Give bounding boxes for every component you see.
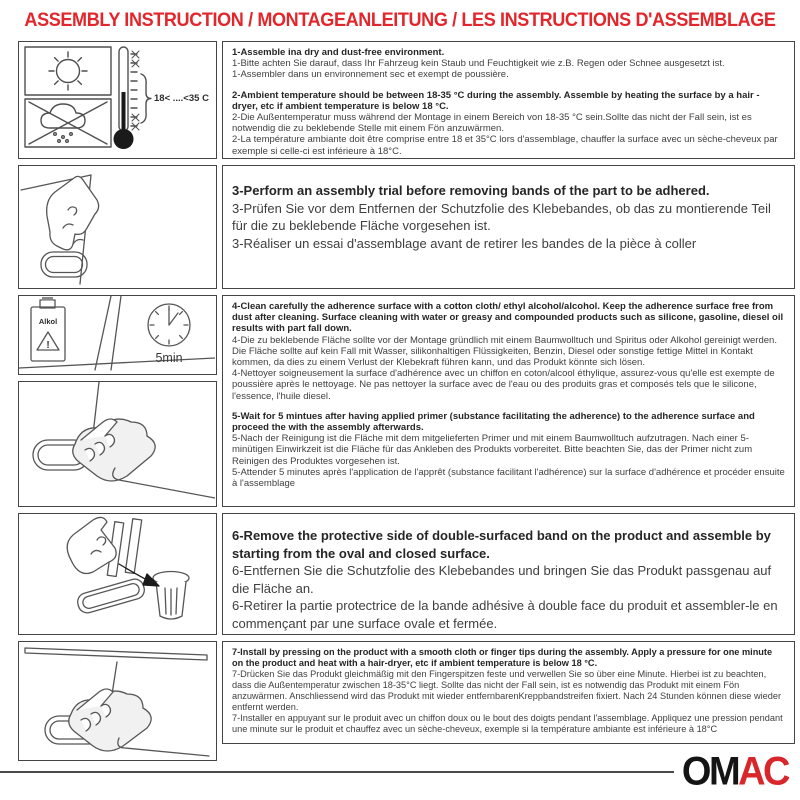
omac-logo-red: AC	[738, 749, 788, 795]
arrow-to-bin	[119, 564, 159, 586]
step-2-de: 2-Die Außentemperatur muss während der Montage in einem Bereich von 18-35 °C sein.Sollte das nicht der Fall sein, ist es notwendig die zu beklebende Stelle mit einem Fön anzuwärmen.	[232, 112, 752, 135]
instruction-table	[18, 41, 795, 761]
bottle-label: Alkol	[38, 317, 58, 326]
step-4-en: 4-Clean carefully the adherence surface with a cotton cloth/ ethyl alcohol/alcohol. Keep the adherence surface free from dust after cleaning. Surface cleaning with water or greasy and compounded products such as silicone, gasoline, diesel oil results with part fall down.	[232, 301, 784, 335]
text-press-install	[222, 641, 795, 744]
illustration-environment	[18, 41, 217, 159]
illustration-remove-band	[18, 513, 217, 635]
step-3-en: 3-Perform an assembly trial before removing bands of the part to be adhered.	[232, 183, 710, 198]
no-rain-icon	[25, 99, 111, 147]
warning-exclamation: !	[46, 340, 50, 351]
step-3	[232, 182, 785, 252]
hand-pressing-cloth-icon	[69, 689, 209, 756]
step-7-fr: 7-Installer en appuyant sur le produit avec un chiffon doux ou le bout des doigts pendant l'assemblage. Appliquez une pression pendant une minute sur le produit et chauffez avec un sèche-cheveux, exemple si la température ambiante est inférieure à 18°C	[232, 713, 783, 735]
step-6-fr: 6-Retirer la partie protectrice de la bande adhésive à double face du produit et assembler-le en commençant par une surface ovale et fermée.	[232, 598, 778, 631]
step-6-de: 6-Entfernen Sie die Schutzfolie des Klebebandes und bringen Sie das Produkt passgenau auf die Fläche an.	[232, 563, 772, 596]
row-environment	[18, 41, 795, 159]
step-6-en: 6-Remove the protective side of double-surfaced band on the product and assemble by starting from the oval and closed surface.	[232, 528, 771, 561]
illustration-assembly-trial	[18, 165, 217, 289]
illustration-clean-primer	[18, 295, 217, 507]
illustration-press-install	[18, 641, 217, 761]
step-2-fr: 2-La température ambiante doit être comprise entre 18 et 35°C lors d'assemblage, chauffer la surface avec un sèche-cheveux par exemple si celle-ci est inférieure à 18°C.	[232, 134, 778, 157]
text-assembly-trial	[222, 165, 795, 289]
step-5-fr: 5-Attender 5 minutes après l'application de l'apprêt (substance facilitant l'adhérence) sur la surface d'adhérence et procéder ensuite à l'assemblage	[232, 466, 785, 490]
trim-part-oval	[41, 252, 87, 277]
alcohol-clock-illustration-box	[18, 295, 217, 375]
step-6	[232, 527, 785, 632]
row-clean-primer	[18, 295, 795, 507]
step-3-fr: 3-Réaliser un essai d'assemblage avant de retirer les bandes de la pièce à coller	[232, 235, 697, 251]
step-7-de: 7-Drücken Sie das Produkt gleichmäßig mit den Fingerspitzen feste und verwellen Sie so über eine Minute. Hierbei ist zu beachten, dass die Außentemperatur zwischen 18-35°C liegt. Sollte das nicht der Fall sein, ist es notwendig das Produkt mit einem Fön anzuwärmen. Anschliessend wird das Produkt mit wieder entfernbarenKreppbandstreifen fixiert. Nach 24 Stunden können diese wieder entfernt werden.	[232, 669, 782, 713]
trial-illustration-box	[18, 165, 217, 289]
clock-icon	[148, 304, 190, 346]
step-1-de: 1-Bitte achten Sie darauf, dass Ihr Fahrzeug kein Staub und Feuchtigkeit wie z.B. Regen oder Schnee ausgesetzt ist.	[232, 58, 725, 70]
sun-icon	[25, 47, 111, 95]
step-7-en: 7-Install by pressing on the product with a smooth cloth or finger tips during the assembly. Apply a pressure for one minute on the product and heat with a hair-dryer, etc if ambient temperature is below 18 °C.	[232, 647, 773, 669]
step-4-fr: 4-Nettoyer soigneusement la surface d'adhérence avec un chiffon en coton/alcool éthylique, assurez-vous qu'elle est exempte de poussière après le nettoyage. Ne pas nettoyer la surface avec de l'eau ou des produits gras et composés tels que le silicone, l'essence, l'huile diesel.	[232, 368, 775, 402]
peel-band-illustration-box	[18, 513, 217, 635]
temperature-range-label: 18< ....<35 C	[154, 93, 209, 104]
row-assembly-trial	[18, 165, 795, 289]
wiping-illustration-box	[18, 381, 217, 507]
hand-wiping-cloth-icon	[73, 419, 215, 498]
alcohol-bottle-icon	[31, 297, 65, 361]
step-1-fr: 1-Assembler dans un environnement sec et exempt de poussière.	[232, 69, 509, 81]
environment-illustration-box	[18, 41, 217, 159]
step-2-en: 2-Ambient temperature should be between 18-35 °C during the assembly. Assemble by heating the surface by a hair -dryer, etc if ambient temperature is below 18 °C.	[232, 89, 760, 112]
step-5-de: 5-Nach der Reinigung ist die Fläche mit dem mitgelieferten Primer und mit einem Baumwolltuch aufzutragen. Nach einer 5-minütigen Einwirkzeit ist die Fläche für das Ankleben des Produkts vorbereitet. Bitte beachten Sie, das der Primer nicht zum Reinigen des Produktes vorgesehen ist.	[232, 433, 753, 467]
step-1-en: 1-Assemble ina dry and dust-free environment.	[232, 47, 445, 58]
brace-glyph	[141, 74, 151, 123]
omac-logo	[681, 749, 788, 795]
step-1	[232, 47, 785, 81]
omac-logo-black: OM	[681, 749, 739, 795]
page-title: ASSEMBLY INSTRUCTION / MONTAGEANLEITUNG / LES INSTRUCTIONS D'ASSEMBLAGE	[24, 10, 776, 31]
thermometer-icon	[114, 47, 152, 149]
step-3-de: 3-Prüfen Sie vor dem Entfernen der Schutzfolie des Klebebandes, ob das zu montierende Teil für die zu beklebende Fläche vorgesehen ist.	[232, 200, 771, 234]
trim-part-tilted	[76, 577, 147, 615]
text-remove-band	[222, 513, 795, 635]
trash-bin-icon	[153, 572, 189, 620]
row-remove-band	[18, 513, 795, 635]
hand-holding-part-icon	[47, 176, 99, 249]
footer	[0, 748, 788, 796]
clock-duration-label: 5min	[155, 351, 183, 365]
step-5-en: 5-Wait for 5 mintues after having applied primer (substance facilitating the adherence) to the adherence surface and proceed the with the assembly afterwards.	[232, 410, 755, 434]
text-clean-primer	[222, 295, 795, 507]
text-environment	[222, 41, 795, 159]
step-4-de: 4-Die zu beklebende Fläche sollte vor der Montage gründlich mit einem Baumwolltuch und Spiritus oder Alkohol gereinigt werden. Die Fläche sollte auf kein Fall mit Wasser, silikonhaltigen Flüssigkeiten, Benzin, Diesel oder sonstige fettige Mittel in Kontakt kommen, da dies zu einem Verlust der Klebekraft führen kann, und das Produkt könnte sich lösen.	[232, 334, 777, 369]
step-4	[232, 301, 785, 402]
footer-rule	[0, 771, 674, 773]
step-7	[232, 647, 785, 735]
step-5	[232, 411, 785, 489]
press-illustration-box	[18, 641, 217, 761]
row-press-install	[18, 641, 795, 761]
step-2	[232, 90, 785, 157]
